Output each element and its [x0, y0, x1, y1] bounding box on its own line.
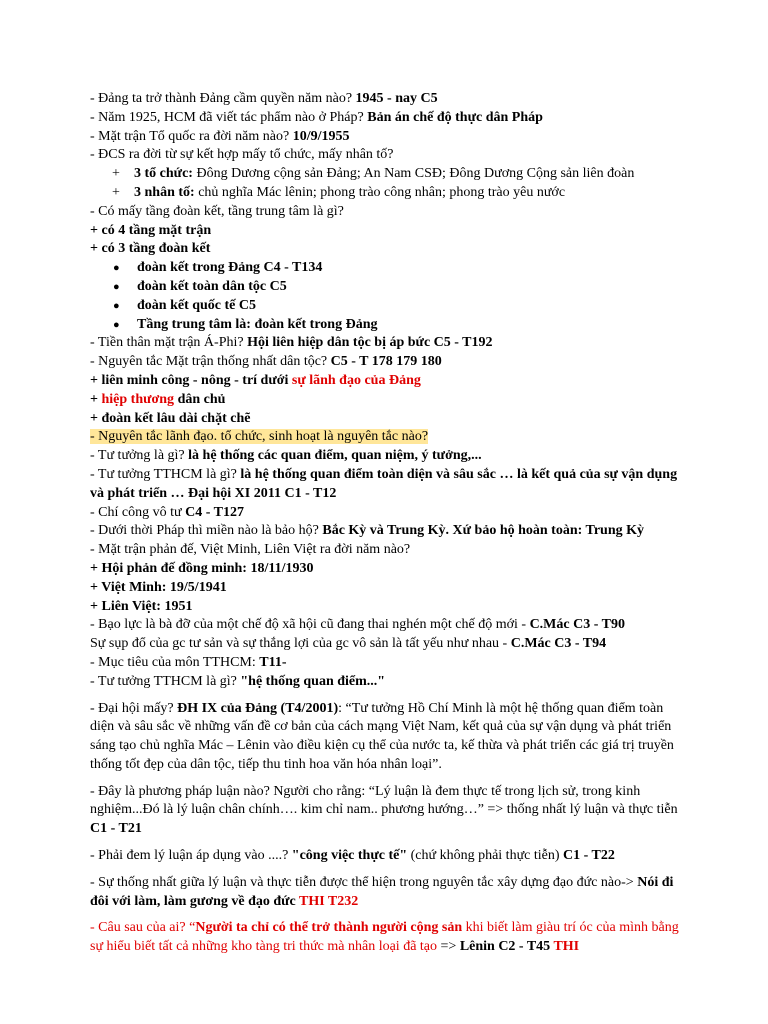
question-party-founding: - ĐCS ra đời từ sự kết hợp mấy tổ chức, mấy nhân tố?	[90, 147, 394, 163]
question-unity-levels: - Có mấy tầng đoàn kết, tầng trung tâm là gì?	[90, 203, 344, 219]
list-item: + có 4 tầng mặt trận	[90, 222, 212, 238]
question-fronts-years: - Mặt trận phản đế, Việt Minh, Liên Việt ra đời năm nào?	[90, 542, 411, 558]
bullet-item: ● đoàn kết toàn dân tộc C5	[113, 278, 287, 294]
bullet-item: ● Tầng trung tâm là: đoàn kết trong Đảng	[113, 316, 378, 332]
list-item: + Việt Minh: 19/5/1941	[90, 579, 227, 595]
quote-bourgeoisie-collapse: Sự sụp đổ của gc tư sản và sự thắng lợi của gc vô sản là tất yếu như nhau - C.Mác C3 - T94	[90, 636, 607, 652]
question-hcm-work-1925: - Năm 1925, HCM đã viết tác phẩm nào ở Pháp? Bản án chế độ thực dân Pháp	[90, 109, 543, 125]
list-item: + Liên Việt: 1951	[90, 598, 193, 614]
list-item: + liên minh công - nông - trí dưới sự lãnh đạo của Đảng	[90, 372, 421, 388]
list-item: + có 3 tầng đoàn kết	[90, 241, 211, 257]
question-impartiality: - Chí công vô tư C4 - T127	[90, 504, 244, 520]
question-tthcm-short: - Tư tưởng TTHCM là gì? "hệ thống quan điểm..."	[90, 673, 386, 689]
paragraph-theory-practice: - Sự thống nhất giữa lý luận và thực tiễn được thể hiện trong nguyên tắc xây dựng đạo đức nào-> Nói đi đôi với làm, làm gương về đạo đức THI T232	[90, 874, 674, 909]
paragraph-apply-theory: - Phải đem lý luận áp dụng vào ....? "công việc thực tế" (chứ không phải thực tiễn) C1 - T22	[90, 848, 615, 864]
list-item: + 3 tổ chức: Đông Dương cộng sản Đảng; An Nam CSĐ; Đông Dương Cộng sản liên đoàn	[112, 166, 635, 182]
question-course-goal: - Mục tiêu của môn TTHCM: T11-	[90, 654, 287, 670]
question-protectorate: - Dưới thời Pháp thì miền nào là bảo hộ? Bắc Kỳ và Trung Kỳ. Xứ bảo hộ hoàn toàn: Trung Kỳ	[90, 523, 645, 539]
question-fatherland-front-year: - Mặt trận Tổ quốc ra đời năm nào? 10/9/1955	[90, 128, 350, 144]
question-front-principles: - Nguyên tắc Mặt trận thống nhất dân tộc? C5 - T 178 179 180	[90, 354, 442, 370]
question-tthcm-definition: - Tư tưởng TTHCM là gì? là hệ thống quan điểm toàn diện và sâu sắc … là kết quả của sự vận dụng và phát triển … Đại hội XI 2011 C1 - T12	[90, 466, 678, 501]
question-leadership-principle: - Nguyên tắc lãnh đạo. tổ chức, sinh hoạt là nguyên tắc nào?	[90, 429, 429, 445]
paragraph-methodology: - Đây là phương pháp luận nào? Người cho rằng: “Lý luận là đem thực tế trong lịch sử, trong kinh nghiệm...Đó là lý luận chân chính…. kim chỉ nam.. phương hướng…” => thống nhất lý luận và thực tiễn C1 - T21	[90, 783, 678, 837]
bullet-item: ● đoàn kết quốc tế C5	[113, 297, 257, 313]
list-item: + 3 nhân tố: chủ nghĩa Mác lênin; phong trào công nhân; phong trào yêu nước	[112, 184, 566, 200]
paragraph-lenin-quote: - Câu sau của ai? “Người ta chỉ có thể trở thành người cộng sản khi biết làm giàu trí óc của mình bằng sự hiểu biết tất cả những kho tàng tri thức mà nhân loại đã tạo => Lênin C2 - T45 THI	[90, 920, 679, 955]
paragraph-congress-ix: - Đại hội mấy? ĐH IX của Đảng (T4/2001): “Tư tưởng Hồ Chí Minh là một hệ thống quan điểm toàn diện và sâu sắc về những vấn đề cơ bản của cách mạng Việt Nam, kết quả của sự vận dụng và phát triển sáng tạo chủ nghĩa Mác – Lênin vào điều kiện cụ thể của nước ta, kế thừa và phát triển các giá trị truyền thống tốt đẹp của dân tộc, tiếp thu tinh hoa văn hóa nhân loại”.	[90, 700, 674, 772]
question-ideology-definition: - Tư tưởng là gì? là hệ thống các quan điểm, quan niệm, ý tưởng,...	[90, 448, 482, 464]
list-item: + hiệp thương dân chủ	[90, 391, 226, 407]
bullet-item: ● đoàn kết trong Đảng C4 - T134	[113, 260, 323, 276]
quote-violence-midwife: - Bạo lực là bà đỡ của một chế độ xã hội cũ đang thai nghén một chế độ mới - C.Mác C3 - T90	[90, 617, 625, 633]
question-afro-asian-front: - Tiền thân mặt trận Á-Phi? Hội liên hiệp dân tộc bị áp bức C5 - T192	[90, 335, 493, 351]
list-item: + đoàn kết lâu dài chặt chẽ	[90, 410, 251, 426]
list-item: + Hội phản đế đồng minh: 18/11/1930	[90, 560, 314, 576]
document-page	[90, 90, 690, 957]
question-ruling-party-year: - Đảng ta trở thành Đảng cầm quyền năm nào? 1945 - nay C5	[90, 91, 438, 106]
